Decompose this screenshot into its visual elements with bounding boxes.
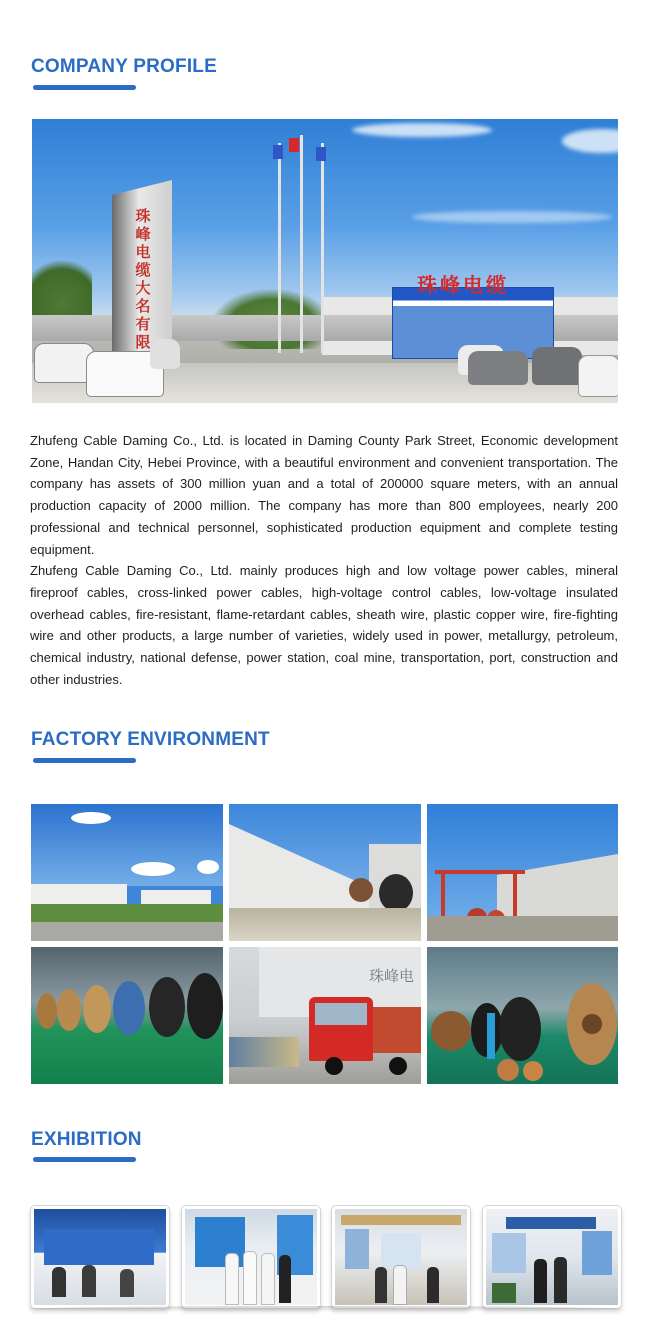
- factory-environment-title: FACTORY ENVIRONMENT: [31, 729, 270, 750]
- factory-photo: [427, 947, 618, 1084]
- factory-photo: [31, 804, 223, 941]
- exhibition-photo-row: [30, 1205, 620, 1311]
- exhibition-photo: [482, 1205, 622, 1309]
- factory-sign-text: 珠峰电: [369, 967, 415, 985]
- exhibition-photo: [331, 1205, 471, 1309]
- factory-photo: [229, 947, 421, 1084]
- factory-environment-underline: [33, 758, 136, 763]
- profile-paragraph-1: Zhufeng Cable Daming Co., Ltd. is located in Daming County Park Street, Economic development Zone, Handan City, Hebei Province, with a beautiful environment and convenient transportation. The company has assets of 300 million yuan and a total of 200000 square meters, with an annual production capacity of 2000 million. The company has more than 800 employees, nearly 200 professional and technical personnel, sophisticated production equipment and complete testing equipment.: [30, 433, 618, 557]
- building-brand-text: 珠峰电缆: [417, 273, 509, 297]
- factory-photo: [427, 804, 618, 941]
- company-profile-underline: [33, 85, 136, 90]
- company-building-photo: [32, 119, 618, 403]
- factory-photo-grid: [31, 804, 618, 1085]
- exhibition-shadow: [28, 1306, 622, 1312]
- building-sign-text: 珠峰电缆大名有限: [135, 207, 151, 351]
- exhibition-underline: [33, 1157, 136, 1162]
- exhibition-photo: [181, 1205, 321, 1309]
- company-description: [30, 430, 618, 690]
- company-profile-title: COMPANY PROFILE: [31, 56, 217, 77]
- factory-photo: [31, 947, 223, 1084]
- exhibition-photo: [30, 1205, 170, 1309]
- profile-paragraph-2: Zhufeng Cable Daming Co., Ltd. mainly produces high and low voltage power cables, mineral fireproof cables, cross-linked power cables, high-voltage control cables, low-voltage insulated overhead cables, fire-resistant, flame-retardant cables, sheath wire, plastic copper wire, fire-fighting wire and other products, a large number of varieties, widely used in power, metallurgy, petroleum, chemical industry, national defense, power station, coal mine, transportation, port, construction and other industries.: [30, 563, 618, 687]
- factory-photo: [229, 804, 421, 941]
- exhibition-title: EXHIBITION: [31, 1129, 142, 1150]
